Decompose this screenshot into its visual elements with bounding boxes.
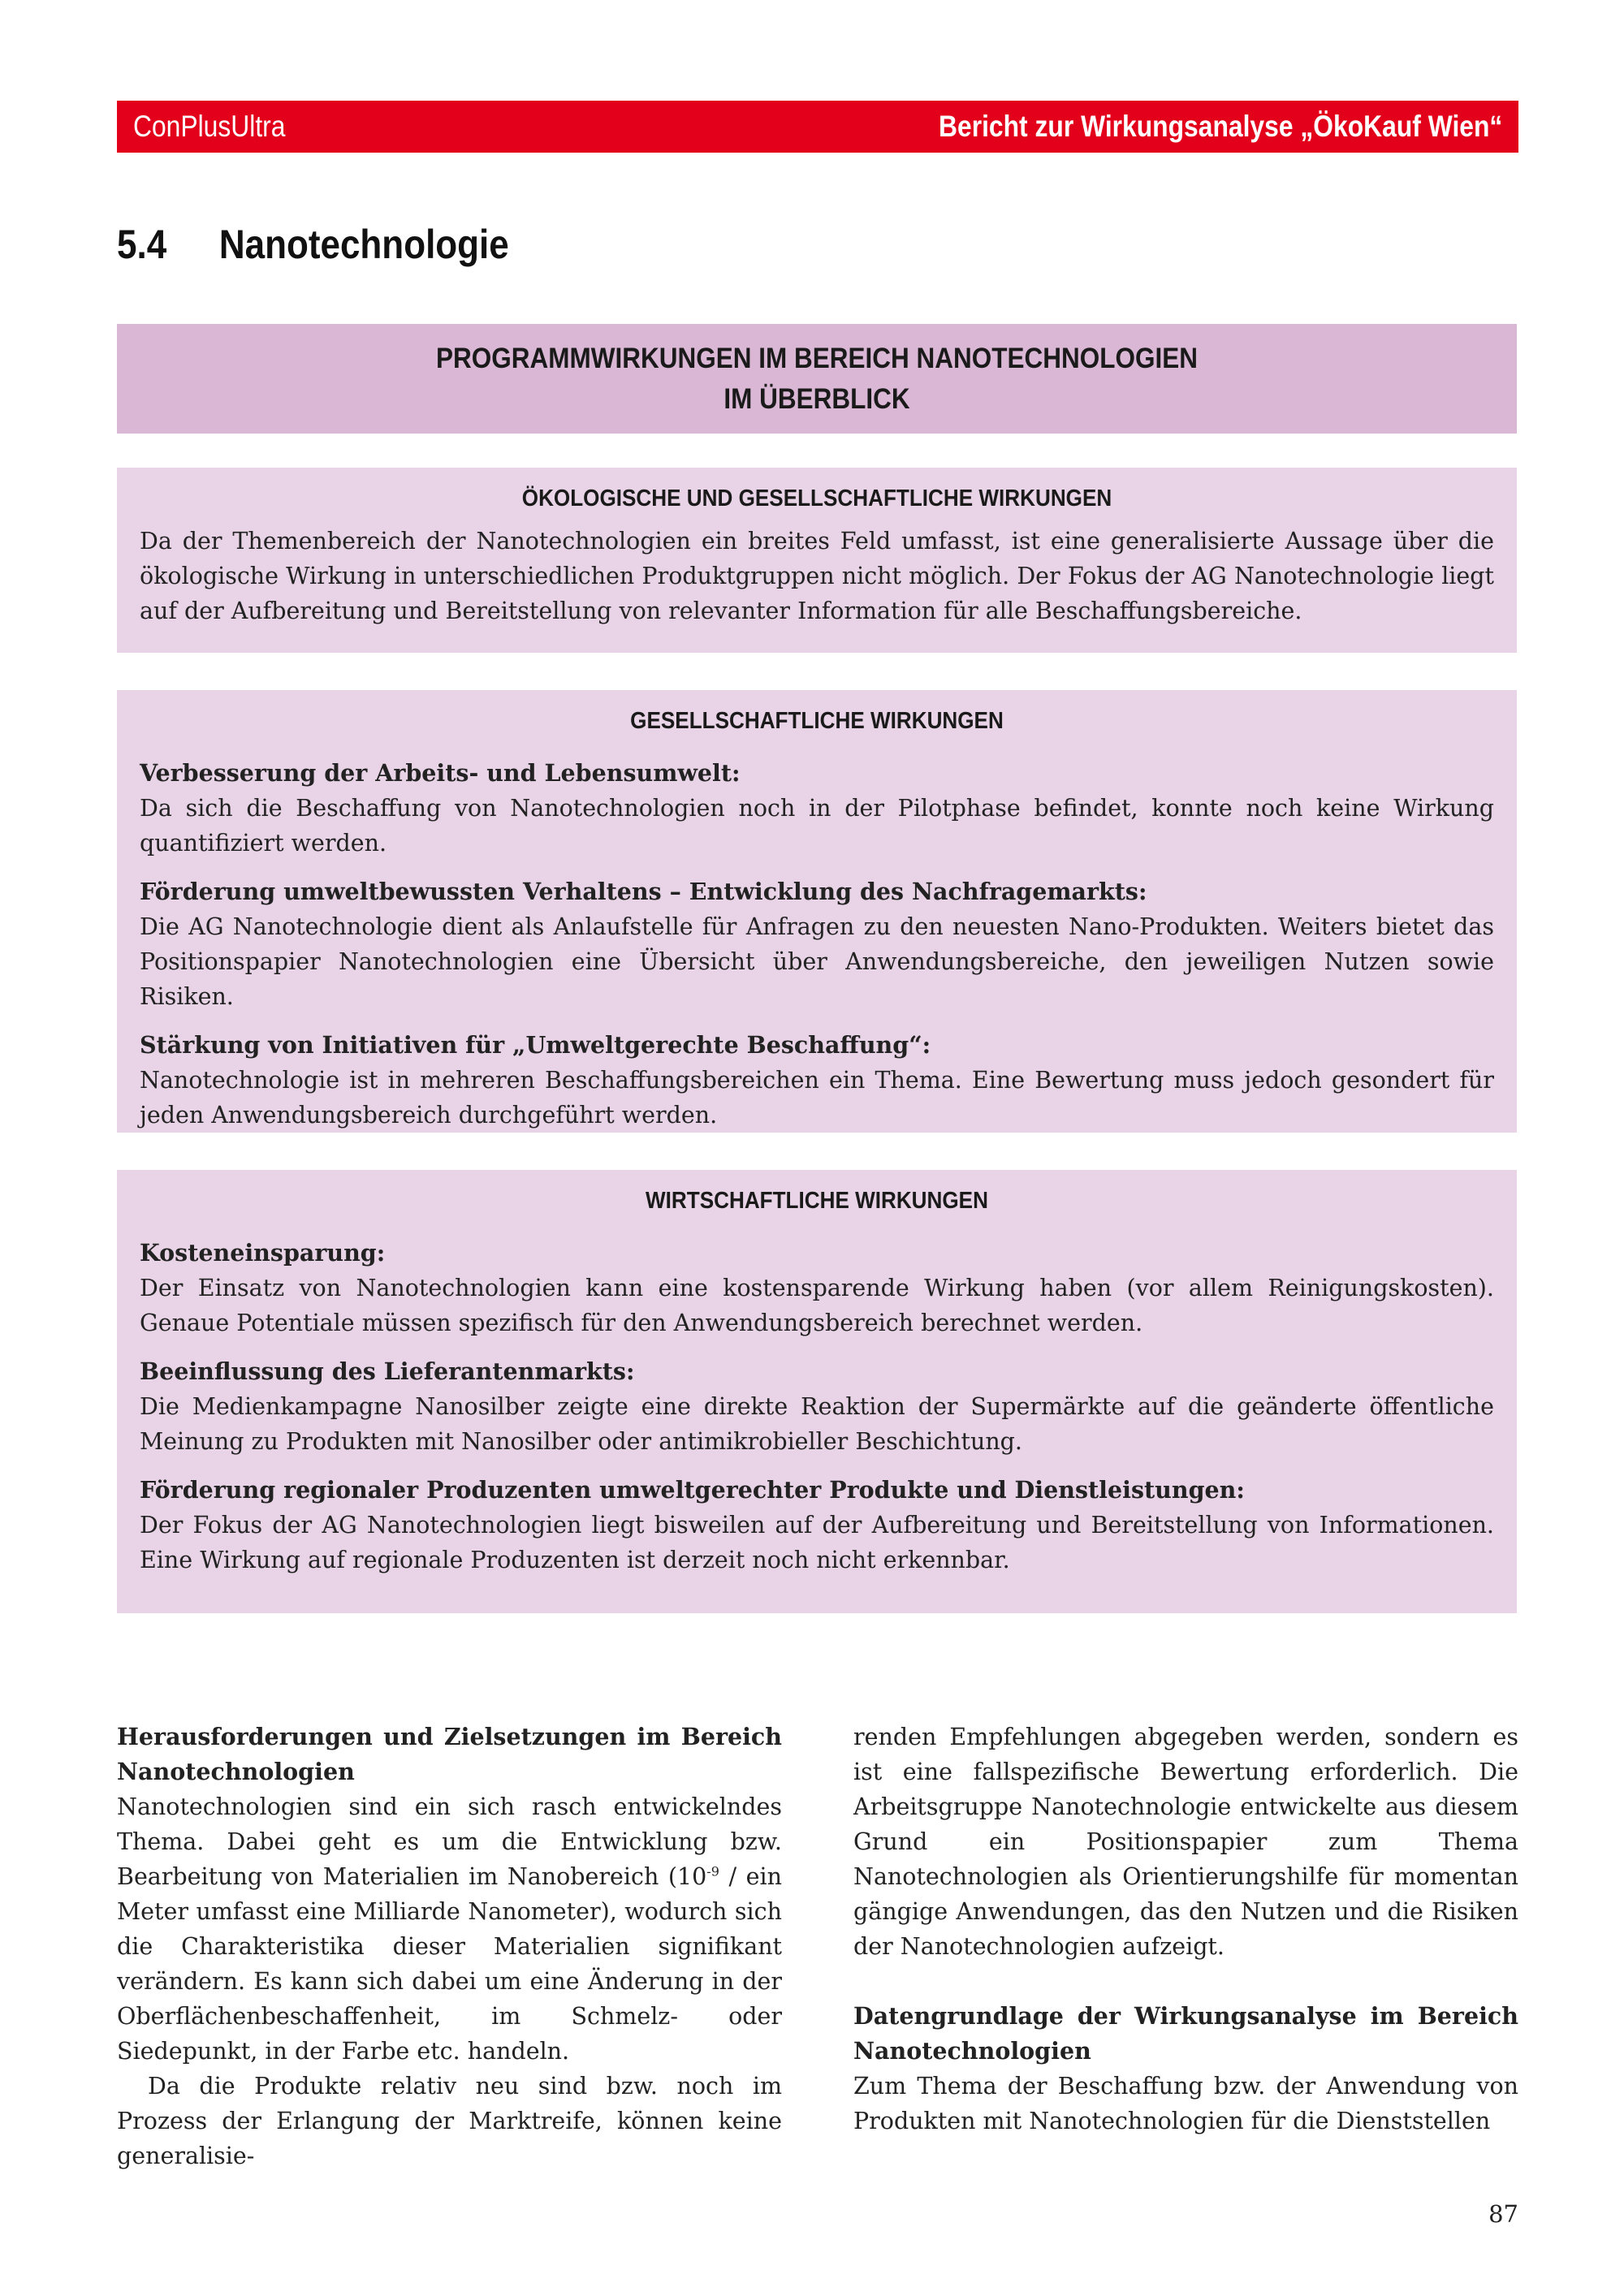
item-text: Da sich die Beschaffung von Nanotechnologien noch in der Pilotphase befindet, konnte noch keine Wirkung quantifiziert werden. <box>140 795 1494 857</box>
header-brand: ConPlusUltra <box>133 110 286 143</box>
section-title <box>117 221 509 268</box>
box-economic-effects <box>117 1170 1517 1613</box>
column-paragraph: Nanotechnologien sind ein sich rasch entwickelndes Thema. Dabei geht es um die Entwicklung bzw. Bearbeitung von Materialien im Nanobereich ($10^{-9}$ / ein Meter umfasst eine Milliarde Nanometer), wodurch sich die Charakteristika dieser Materialien signifikant verändern. Es kann sich dabei um eine Änderung in der Oberflächenbeschaffenheit, im Schmelz- oder Siedepunkt, in der Farbe etc. handeln. <box>117 1793 782 2065</box>
box-ecological-social <box>117 468 1517 653</box>
right-column <box>853 1720 1518 2138</box>
section-heading: Nanotechnologie <box>218 222 509 267</box>
box-text: Da der Themenbereich der Nanotechnologien ein breites Feld umfasst, ist eine generalisierte Aussage über die ökologische Wirkung in unterschiedlichen Produktgruppen nicht möglich. Der Fokus der AG Nanotechnologie liegt auf der Aufbereitung und Bereitstellung von relevanter Information für alle Beschaffungsbereiche. <box>140 528 1494 624</box>
box-title: WIRTSCHAFTLICHE WIRKUNGEN <box>646 1188 988 1214</box>
header-bar <box>117 101 1518 153</box>
item-heading: Beeinflussung des Lieferantenmarkts: <box>140 1357 635 1385</box>
item-text: Der Einsatz von Nanotechnologien kann eine kostensparende Wirkung haben (vor allem Reinigungskosten). Genaue Potentiale müssen spezifisch für den Anwendungsbereich berechnet werden. <box>140 1275 1494 1336</box>
item-heading: Förderung regionaler Produzenten umweltgerechter Produkte und Dienstleistungen: <box>140 1476 1245 1504</box>
item-text: Die AG Nanotechnologie dient als Anlaufstelle für Anfragen zu den neuesten Nano-Produkten. Weiters bietet das Positionspapier Nanotechnologien eine Übersicht über Anwendungsbereiche, den jeweiligen Nutzen sowie Risiken. <box>140 913 1494 1010</box>
column-paragraph: Zum Thema der Beschaffung bzw. der Anwendung von Produkten mit Nanotechnologien für die Dienststellen <box>853 2073 1518 2134</box>
item-heading: Stärkung von Initiativen für „Umweltgerechte Beschaffung“: <box>140 1031 931 1059</box>
box-title: ÖKOLOGISCHE UND GESELLSCHAFTLICHE WIRKUNGEN <box>521 486 1112 511</box>
header-report-title: Bericht zur Wirkungsanalyse „ÖkoKauf Wien“ <box>938 110 1502 143</box>
box-social-effects <box>117 690 1517 1133</box>
column-paragraph: renden Empfehlungen abgegeben werden, sondern es ist eine fallspezifische Bewertung erforderlich. Die Arbeitsgruppe Nanotechnologie entwickelte aus diesem Grund ein Positionspapier zum Thema Nanotechnologien als Orientierungshilfe für momentan gängige Anwendungen, das den Nutzen und die Risiken der Nanotechnologien aufzeigt. <box>853 1724 1518 1960</box>
banner-line-2: IM ÜBERBLICK <box>723 382 910 415</box>
item-text: Der Fokus der AG Nanotechnologien liegt bisweilen auf der Aufbereitung und Bereitstellung von Informationen. Eine Wirkung auf regionale Produzenten ist derzeit noch nicht erkennbar. <box>140 1512 1494 1573</box>
item-heading: Kosteneinsparung: <box>140 1239 386 1267</box>
item-heading: Förderung umweltbewussten Verhaltens – Entwicklung des Nachfragemarkts: <box>140 878 1147 905</box>
section-number: 5.4 <box>117 222 167 267</box>
column-heading: Datengrundlage der Wirkungsanalyse im Bereich Nanotechnologien <box>853 2002 1518 2065</box>
overview-banner <box>117 324 1517 434</box>
page-number: 87 <box>1488 2200 1518 2228</box>
column-heading: Herausforderungen und Zielsetzungen im Bereich Nanotechnologien <box>117 1723 782 1785</box>
column-paragraph: Da die Produkte relativ neu sind bzw. noch im Prozess der Erlangung der Marktreife, können keine generalisie- <box>117 2073 782 2169</box>
item-text: Die Medienkampagne Nanosilber zeigte eine direkte Reaktion der Supermärkte auf die geänderte öffentliche Meinung zu Produkten mit Nanosilber oder antimikrobieller Beschichtung. <box>140 1393 1494 1455</box>
box-title: GESELLSCHAFTLICHE WIRKUNGEN <box>630 708 1004 734</box>
item-text: Nanotechnologie ist in mehreren Beschaffungsbereichen ein Thema. Eine Bewertung muss jedoch gesondert für jeden Anwendungsbereich durchgeführt werden. <box>140 1067 1494 1129</box>
banner-line-1: PROGRAMMWIRKUNGEN IM BEREICH NANOTECHNOLOGIEN <box>436 342 1198 374</box>
item-heading: Verbesserung der Arbeits- und Lebensumwelt: <box>140 759 741 787</box>
left-column <box>117 1720 782 2173</box>
